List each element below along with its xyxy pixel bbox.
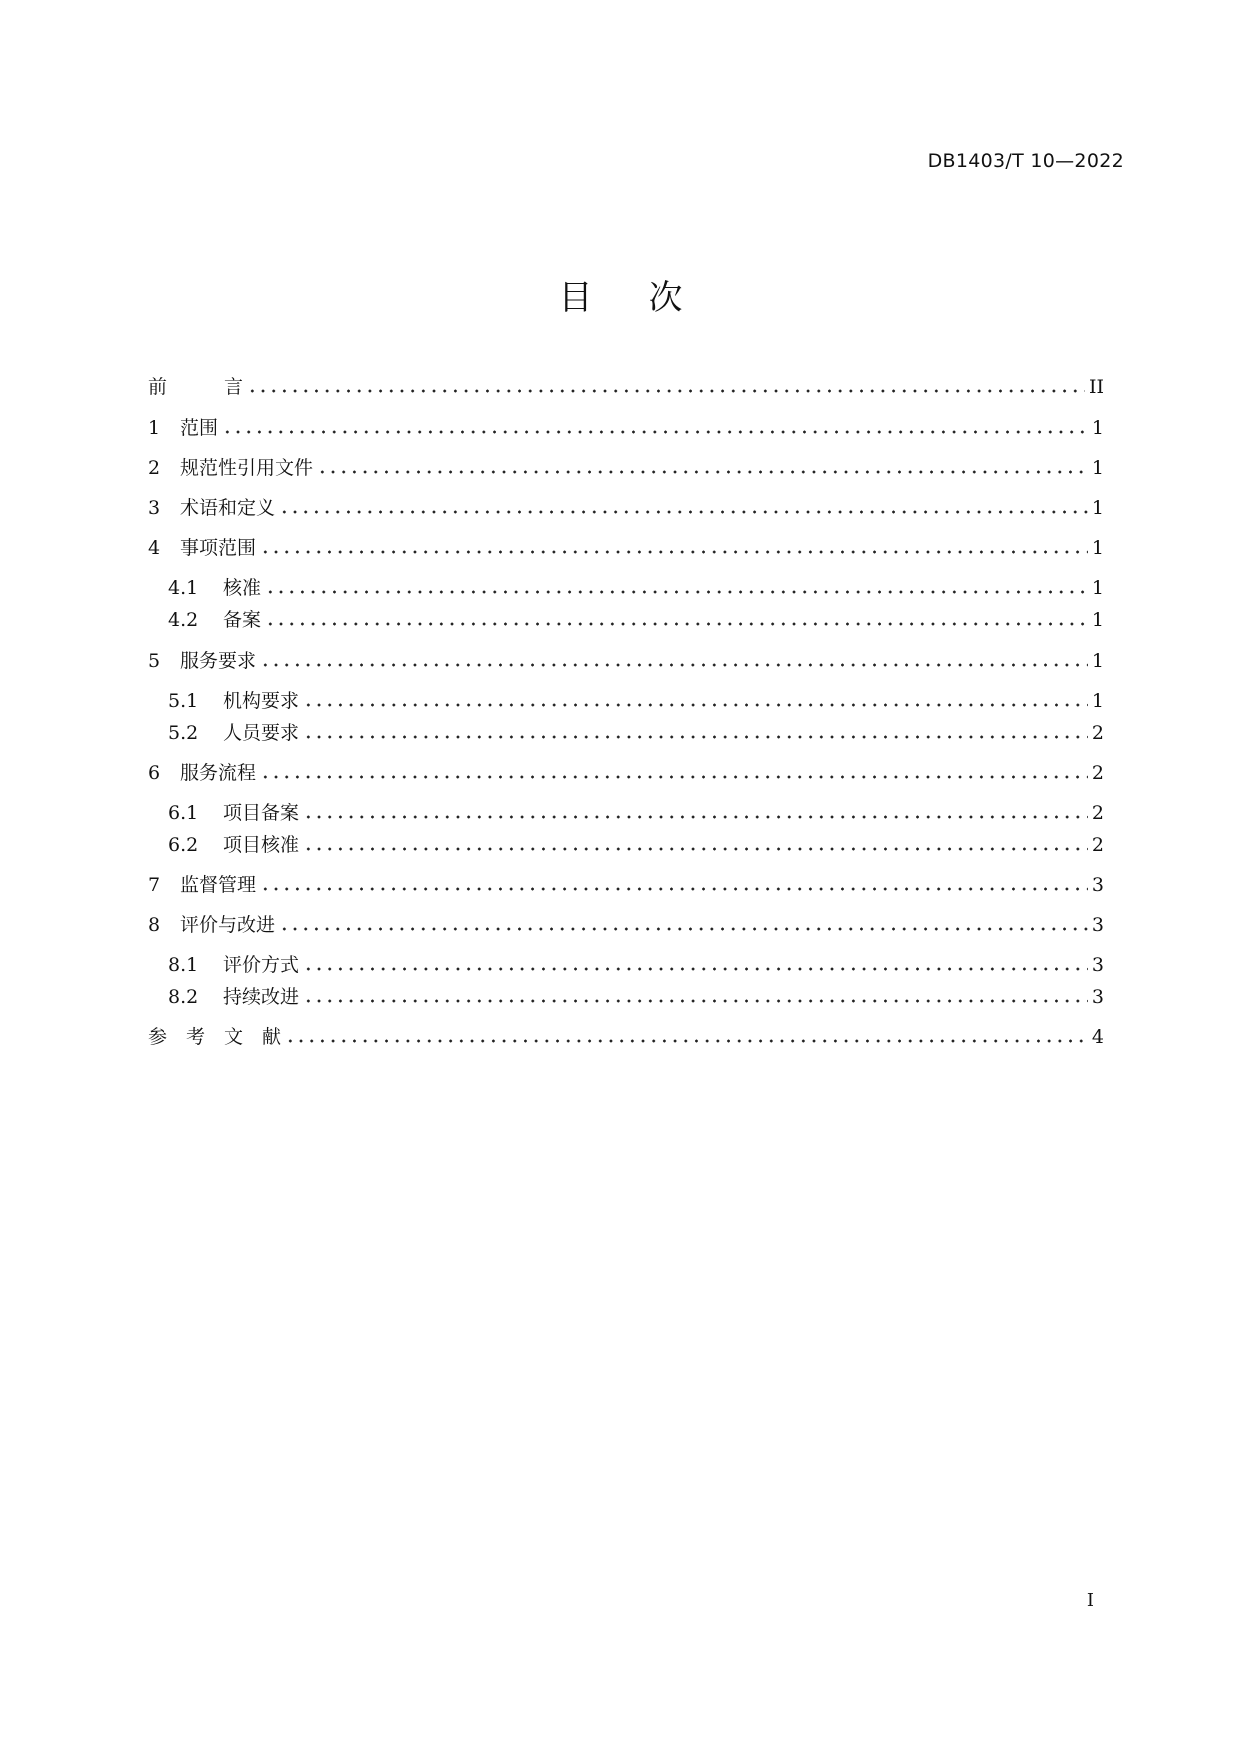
toc-entry-5-1[interactable] bbox=[168, 685, 1104, 713]
toc-number: 4.1 bbox=[168, 577, 199, 599]
toc-page-number: 1 bbox=[1091, 650, 1104, 672]
toc-number: 5 bbox=[148, 650, 161, 672]
toc-page-number: 1 bbox=[1091, 690, 1104, 712]
toc-number: 8.2 bbox=[168, 986, 199, 1008]
toc-entry-4[interactable] bbox=[148, 532, 1104, 560]
toc-page-number: II bbox=[1088, 376, 1104, 398]
toc-leader-dots bbox=[222, 415, 1088, 437]
toc-leader-dots bbox=[247, 374, 1085, 396]
toc-number: 5.2 bbox=[168, 722, 199, 744]
toc-label: 术语和定义 bbox=[180, 497, 276, 519]
toc-entry-3[interactable] bbox=[148, 492, 1104, 520]
toc-entry-6[interactable] bbox=[148, 757, 1104, 785]
toc-leader-dots bbox=[265, 607, 1088, 629]
toc-leader-dots bbox=[303, 832, 1088, 854]
toc-page-number: 3 bbox=[1091, 954, 1104, 976]
toc-entry-foreword[interactable] bbox=[148, 371, 1104, 399]
toc-page-number: 1 bbox=[1091, 497, 1104, 519]
toc-number: 8.1 bbox=[168, 954, 199, 976]
toc-leader-dots bbox=[303, 984, 1088, 1006]
toc-page-number: 2 bbox=[1091, 834, 1104, 856]
toc-leader-dots bbox=[279, 912, 1088, 934]
toc-leader-dots bbox=[265, 575, 1088, 597]
toc-label: 项目备案 bbox=[223, 802, 300, 824]
toc-entry-1[interactable] bbox=[148, 412, 1104, 440]
toc-leader-dots bbox=[260, 760, 1088, 782]
toc-label: 服务流程 bbox=[180, 762, 257, 784]
toc-number: 1 bbox=[148, 417, 161, 439]
toc-label: 评价方式 bbox=[223, 954, 300, 976]
toc-page-number: 3 bbox=[1091, 874, 1104, 896]
toc-number: 7 bbox=[148, 874, 161, 896]
page-title: 目次 bbox=[558, 278, 739, 318]
toc-leader-dots bbox=[260, 648, 1088, 670]
toc-entry-7[interactable] bbox=[148, 869, 1104, 897]
toc-entry-5[interactable] bbox=[148, 645, 1104, 673]
toc-label: 机构要求 bbox=[223, 690, 300, 712]
toc-page-number: 1 bbox=[1091, 577, 1104, 599]
toc-number: 3 bbox=[148, 497, 161, 519]
toc-entry-8-1[interactable] bbox=[168, 949, 1104, 977]
page-number: I bbox=[1086, 1590, 1094, 1611]
toc-leader-dots bbox=[303, 800, 1088, 822]
toc-number: 6.2 bbox=[168, 834, 199, 856]
toc-number: 6 bbox=[148, 762, 161, 784]
toc-leader-dots bbox=[260, 872, 1088, 894]
toc-page-number: 1 bbox=[1091, 457, 1104, 479]
toc-entry-references[interactable] bbox=[148, 1021, 1104, 1049]
toc-label: 参 考 文 献 bbox=[148, 1026, 282, 1048]
toc-entry-4-1[interactable] bbox=[168, 572, 1104, 600]
toc-leader-dots bbox=[279, 495, 1088, 517]
toc-entry-2[interactable] bbox=[148, 452, 1104, 480]
toc-entry-6-2[interactable] bbox=[168, 829, 1104, 857]
toc-label: 项目核准 bbox=[223, 834, 300, 856]
toc-page-number: 3 bbox=[1091, 986, 1104, 1008]
toc-leader-dots bbox=[285, 1024, 1088, 1046]
toc-page-number: 2 bbox=[1091, 802, 1104, 824]
toc-entry-6-1[interactable] bbox=[168, 797, 1104, 825]
toc-page-number: 4 bbox=[1091, 1026, 1104, 1048]
toc-leader-dots bbox=[303, 720, 1088, 742]
toc-page-number: 1 bbox=[1091, 537, 1104, 559]
toc-leader-dots bbox=[303, 952, 1088, 974]
toc-label: 服务要求 bbox=[180, 650, 257, 672]
toc-entry-8-2[interactable] bbox=[168, 981, 1104, 1009]
toc-label: 评价与改进 bbox=[180, 914, 276, 936]
toc-number: 8 bbox=[148, 914, 161, 936]
toc-page-number: 3 bbox=[1091, 914, 1104, 936]
toc-entry-8[interactable] bbox=[148, 909, 1104, 937]
toc-leader-dots bbox=[260, 535, 1088, 557]
toc-label: 核准 bbox=[223, 577, 262, 599]
toc-page-number: 2 bbox=[1091, 762, 1104, 784]
toc-label: 规范性引用文件 bbox=[180, 457, 314, 479]
toc-label: 前 言 bbox=[148, 376, 244, 398]
document-code: DB1403/T 10—2022 bbox=[927, 150, 1124, 172]
toc-page-number: 2 bbox=[1091, 722, 1104, 744]
toc-leader-dots bbox=[317, 455, 1088, 477]
toc-label: 人员要求 bbox=[223, 722, 300, 744]
toc-page-number: 1 bbox=[1091, 417, 1104, 439]
toc-label: 事项范围 bbox=[180, 537, 257, 559]
toc-entry-4-2[interactable] bbox=[168, 604, 1104, 632]
toc-number: 4.2 bbox=[168, 609, 199, 631]
toc-number: 6.1 bbox=[168, 802, 199, 824]
toc-label: 备案 bbox=[223, 609, 262, 631]
toc-number: 5.1 bbox=[168, 690, 199, 712]
toc-label: 监督管理 bbox=[180, 874, 257, 896]
toc-number: 4 bbox=[148, 537, 161, 559]
toc-label: 范围 bbox=[180, 417, 219, 439]
toc-leader-dots bbox=[303, 688, 1088, 710]
toc-entry-5-2[interactable] bbox=[168, 717, 1104, 745]
toc-label: 持续改进 bbox=[223, 986, 300, 1008]
toc-number: 2 bbox=[148, 457, 161, 479]
toc-page-number: 1 bbox=[1091, 609, 1104, 631]
